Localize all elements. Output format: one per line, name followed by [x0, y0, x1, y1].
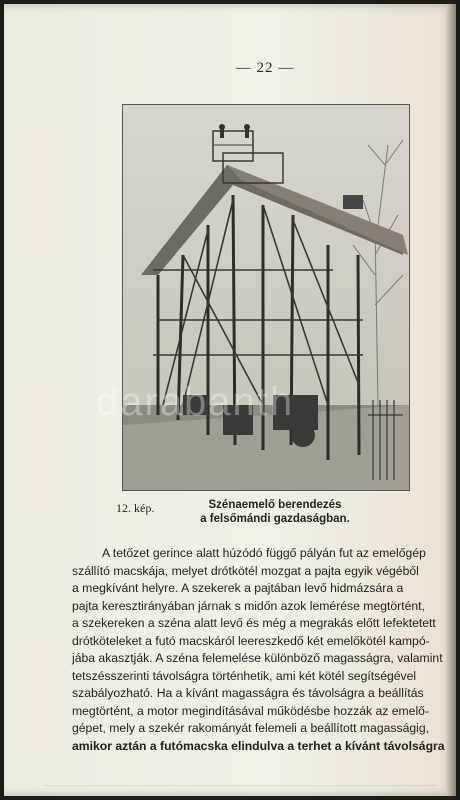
body-line: A tetőzet gerince alatt húzódó függő pályán fut az emelőgép — [102, 546, 426, 560]
book-page — [4, 4, 456, 796]
page-bottom-edge — [44, 785, 436, 786]
body-line: amikor aztán a futómacska elindulva a terhet a kívánt távolságra — [72, 738, 445, 753]
body-line: szállító macskája, melyet drótkötél mozgat a pajta egyik végéből — [72, 563, 419, 578]
caption-line-2: a felsőmándi gazdaságban. — [200, 513, 350, 525]
page-number: — 22 — — [235, 60, 295, 76]
body-line: pajta keresztirányában járnak s midőn azok lemérése megtörtént, — [72, 598, 425, 613]
body-line: jába akasztják. A széna felemelése különböző magasságra, valamint — [72, 651, 443, 665]
figure-photo — [122, 104, 410, 491]
body-paragraph — [72, 545, 448, 755]
body-line: a szekereken a széna alatt levő és még a megrakás előtt lefektetett — [72, 616, 436, 630]
body-line: szabályozható. Ha a kívánt magasságra és távolságra a beállítás — [72, 686, 424, 700]
body-line: a megkívánt helyre. A szekerek a pajtában levő hidmázsára a — [72, 581, 404, 595]
body-line: tetszésszerinti távolságra történhetik, ami két kötél segítségével — [72, 668, 417, 683]
caption-line-1: Szénaemelő berendezés — [208, 499, 342, 511]
body-line: megtörtént, a motor megindításával működésbe hozzák az emelő- — [72, 703, 430, 718]
body-line: gépet, mely a szekér rakományát felemeli a beállított magasságig, — [72, 721, 430, 735]
figure-caption — [190, 498, 360, 526]
hay-lift-barn-illustration — [123, 105, 409, 490]
body-line: drótköteleket a futó macskáról leereszkedő két emelőkötél kampó- — [72, 633, 430, 648]
figure-number: 12. kép. — [116, 501, 155, 515]
watermark: darabanth — [96, 380, 295, 424]
